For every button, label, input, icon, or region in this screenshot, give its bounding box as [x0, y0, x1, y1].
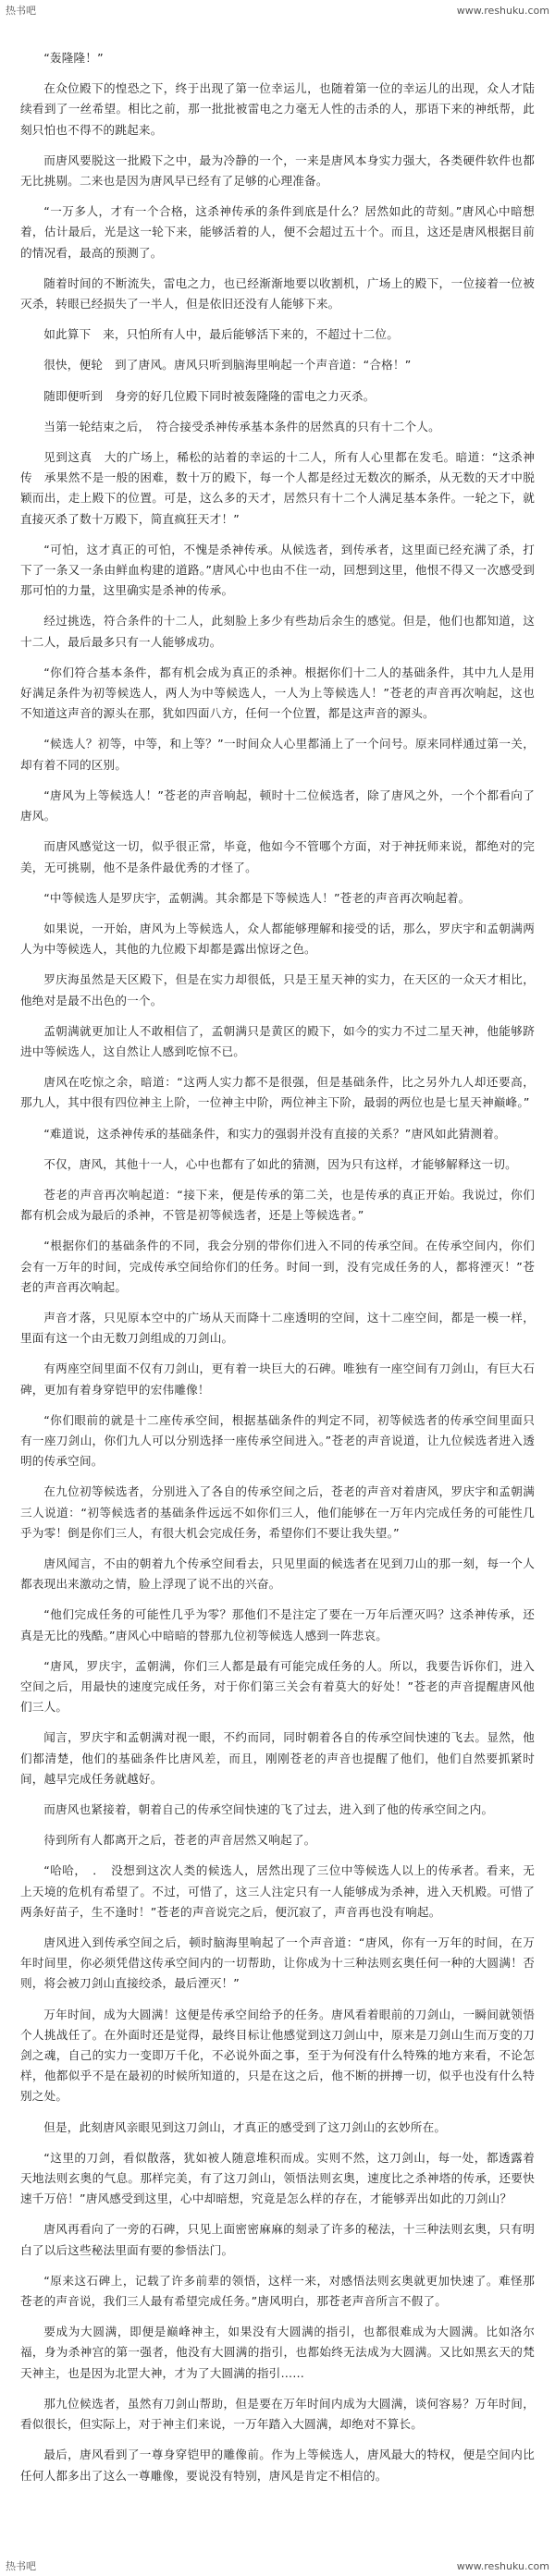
paragraph: 闻言，罗庆宇和孟朝满对视一眼，不约而同，同时朝着各自的传承空间快速的飞去。显然，他们都清楚，他们的基础条件比唐风差，而且，刚刚苍老的声音也提醒了他们，他们自然要抓紧时间，越早完成任务就越好。: [20, 1730, 535, 1786]
paragraph: 随着时间的不断流失，雷电之力，也已经渐渐地要以收割机，广场上的殿下，一位接着一位被灭杀，转眼已经损失了一半人，但是依旧还没有人能够下来。: [20, 275, 535, 311]
paragraph: 唐风在吃惊之余，暗道：“这两人实力都不是很强，但是基础条件，比之另外九人却还要高，那九人，其中很有四位神主上阶，一位神主中阶，两位神主下阶，最弱的两位也是七星天神巅峰。”: [20, 1075, 535, 1110]
footer-site-name: 热书吧: [6, 2560, 36, 2572]
bottom-bar: [0, 2556, 555, 2576]
paragraph: “轰隆隆！”: [43, 51, 104, 65]
footer-site-url: www.reshuku.com: [456, 2559, 549, 2572]
paragraph: 唐风再看向了一旁的石碑，只见上面密密麻麻的刻录了许多的秘法，十三种法则玄奥，只有明白了以后这些秘法里面有要的参悟法门。: [20, 2222, 535, 2257]
paragraph: 但是，此刻唐风亲眼见到这刀剑山，才真正的感受到了这刀剑山的玄妙所在。: [43, 2119, 447, 2134]
paragraph: 当第一轮结束之后， 符合接受杀神传承基本条件的居然真的只有十二个人。: [43, 419, 440, 433]
paragraph: “原来这石碑上，记载了许多前辈的领悟，这样一来，对感悟法则玄奥就更加快速了。难怪那苍老的声音说，我们三人最有希望完成任务。”唐风明白，那苍老声音所言不假了。: [20, 2273, 535, 2309]
paragraph: 最后，唐风看到了一尊身穿铠甲的雕像前。作为上等候选人，唐风最大的特权，便是空间内比任何人都多出了这么一尊雕像，要说没有特别，唐风是肯定不相信的。: [20, 2448, 535, 2483]
paragraph: 待到所有人都离开之后，苍老的声音居然又响起了。: [43, 1833, 316, 1848]
paragraph: 而唐风感觉这一切，似乎很正常，毕竟，他如今不管哪个方面，对于神抚师来说，都绝对的完美，无可挑剔，他不是条件最优秀的才怪了。: [20, 839, 535, 874]
paragraph: 声音才落，只见原本空中的广场从天而降十二座透明的空间，这十二座空间，都是一模一样，里面有这一个由无数刀剑组成的刀剑山。: [20, 1310, 535, 1346]
chapter-body: [20, 48, 535, 2548]
paragraph: “一万多人，才有一个合格，这杀神传承的条件到底是什么？居然如此的苛刻。”唐风心中暗想着，估计最后，光是这一轮下来，能够活着的人，便不会超过五十个。而且，这还是唐风根据目前的情况看，最高的预测了。: [20, 204, 535, 260]
paragraph: 很快，便轮 到了唐风。唐风只听到脑海里响起一个声音道：“合格！”: [43, 358, 412, 372]
paragraph: 而唐风也紧接着，朝着自己的传承空间快速的飞了过去，进入到了他的传承空间之内。: [43, 1802, 494, 1817]
paragraph: 见到这真 大的广场上，稀松的站着的幸运的十二人，所有人心里都在发毛。暗道：“这杀神传 承果然不是一般的困难，数十万的殿下，每一个人都是经过无数次的厮杀，从无数的天才中脱颖而出，走上殿下的位置。可是，这么多的天才，居然只有十二个人满足基本条件。一轮之下，就直接灭杀了数十万殿下，简直疯狂天才！”: [20, 450, 535, 526]
paragraph: 经过挑选，符合条件的十二人，此刻脸上多少有些劫后余生的感觉。但是，他们也都知道，这十二人，最后最多只有一人能够成功。: [20, 614, 535, 649]
paragraph: 苍老的声音再次响起道：“接下来，便是传承的第二关，也是传承的真正开始。我说过，你们都有机会成为最后的杀神，不管是初等候选者，还是上等候选者。”: [20, 1187, 535, 1223]
paragraph: “这里的刀剑，看似散落，犹如被人随意堆积而成。实则不然，这刀剑山，每一处，都透露着天地法则玄奥的气息。那样完美，有了这刀剑山，领悟法则玄奥，速度比之杀神塔的传承，还要快速千万倍！”唐风感受到这里，心中却暗想，究竟是怎么样的存在，才能够弄出如此的刀剑山？: [20, 2150, 535, 2206]
site-url: www.reshuku.com: [456, 4, 549, 17]
paragraph: “你们眼前的就是十二座传承空间，根据基础条件的判定不同，初等候选者的传承空间里面只有一座刀剑山，你们九人可以分别选择一座传承空间进入。”苍老的声音说道，让九位候选者进入透明的传承空间。: [20, 1412, 535, 1469]
paragraph: “中等候选人是罗庆宇，孟朝满。其余都是下等候选人！”苍老的声音再次响起着。: [43, 890, 471, 905]
paragraph: 如果说，一开始，唐风为上等候选人，众人都能够理解和接受的话，那么，罗庆宇和孟朝满两人为中等候选人，其他的九位殿下却都是露出惊讶之色。: [20, 921, 535, 957]
paragraph: “候选人？初等，中等，和上等？”一时间众人心里都涌上了一个问号。原来同样通过第一关，却有着不同的区别。: [20, 737, 535, 772]
paragraph: “他们完成任务的可能性几乎为零？那他们不是注定了要在一万年后湮灭吗？这杀神传承，还真是无比的残酷。”唐风心中暗暗的替那九位初等候选人感到一阵悲哀。: [20, 1607, 535, 1642]
paragraph: 随即便听到 身旁的好几位殿下同时被轰隆隆的雷电之力灭杀。: [43, 388, 376, 403]
paragraph: “哈哈， ． 没想到这次人类的候选人，居然出现了三位中等候选人以上的传承者。看来，无上天境的危机有希望了。不过，可惜了，这三人注定只有一人能够成为杀神，进入天机殿。可惜了两条好苗子，生不逢时！”苍老的声音说完之后，便沉寂了，声音再也没有响起。: [20, 1863, 535, 1919]
paragraph: 那九位候选者，虽然有刀剑山帮助，但是要在万年时间内成为大圆满，谈何容易？万年时间，看似很长，但实际上，对于神主们来说，一万年踏入大圆满，却绝对不算长。: [20, 2396, 535, 2432]
paragraph: 万年时间，成为大圆满！这便是传承空间给予的任务。唐风看着眼前的刀剑山，一瞬间就领悟个人挑战任了。在外面时还是觉得，最终目标让他感觉到这刀剑山中，原来是刀剑山生而万变的刀剑之魂，自己的实力一变即万千化，不必说外面之事，至于为何没有什么特殊的地方来看，不论怎样，他都似乎不是在最初的时候所知道的，只是在这之后，他不断的拼搏一切，似乎也没有什么特别之处。: [20, 2007, 535, 2104]
paragraph: 唐风进入到传承空间之后，顿时脑海里响起了一个声音道：“唐风，你有一万年的时间，在万年时间里，你必须凭借这传承空间内的一切帮助，让你成为十三种法则玄奥任何一种的大圆满！否则，将会被刀剑山直接绞杀，最后湮灭！”: [20, 1935, 535, 1991]
paragraph: 要成为大圆满，即便是巅峰神主，如果没有大圆满的指引，也都很难成为大圆满。比如洛尔福，身为杀神宫的第一强者，他没有大圆满的指引，也都始终无法成为大圆满。又比如黑玄天的梵天神主，也是因为北罡大神，才为了大圆满的指引……: [20, 2325, 535, 2380]
paragraph: 如此算下 来，只怕所有人中，最后能够活下来的，不超过十二位。: [43, 327, 399, 342]
paragraph: 有两座空间里面不仅有刀剑山，更有着一块巨大的石碑。唯独有一座空间有刀剑山，有巨大石碑，更加有着身穿铠甲的宏伟雕像！: [20, 1361, 535, 1397]
paragraph: “唐风为上等候选人！”苍老的声音响起，顿时十二位候选者，除了唐风之外，一个个都看向了唐风。: [20, 787, 535, 824]
paragraph: “难道说，这杀神传承的基础条件，和实力的强弱并没有直接的关系？”唐风如此猜测着。: [43, 1126, 506, 1141]
paragraph: “根据你们的基础条件的不同，我会分别的带你们进入不同的传承空间。在传承空间内，你们会有一万年的时间，完成传承空间给你们的任务。时间一到，没有完成任务的人，都将湮灭！”苍老的声音再次响起。: [20, 1239, 535, 1294]
paragraph: “你们符合基本条件，都有机会成为真正的杀神。根据你们十二人的基础条件，其中九人是用好满足条件为初等候选人，两人为中等候选人，一人为上等候选人！”苍老的声音再次响起，这也不知道这声音的源头在那，犹如四面八方，任何一个位置，都是这声音的源头。: [20, 665, 535, 721]
paragraph: 不仅，唐风，其他十一人，心中也都有了如此的猜测，因为只有这样，才能够解释这一切。: [43, 1156, 517, 1171]
paragraph: 在众位殿下的惶恐之下，终于出现了第一位幸运儿，也随着第一位的幸运儿的出现，众人才陆续看到了一丝希望。相比之前，那一批批被雷电之力毫无人性的击杀的人，那语下来的神纸帮，此刻只怕也不得不的跳起来。: [20, 81, 535, 137]
top-bar: [0, 0, 555, 20]
paragraph: “唐风，罗庆宇，孟朝满，你们三人都是最有可能完成任务的人。所以，我要告诉你们，进入空间之后，用最快的速度完成任务，对于你们第三关会有着莫大的好处！”苍老的声音提醒唐风他们三人。: [20, 1658, 535, 1715]
paragraph: 罗庆海虽然是天区殿下，但是在实力却很低，只是王星天神的实力，在天区的一众天才相比，他绝对是最不出色的一个。: [20, 972, 535, 1007]
site-name: 热书吧: [6, 5, 36, 17]
paragraph: 唐风闻言，不由的朝着九个传承空间看去，只见里面的候选者在见到刀山的那一刻，每一个人都表现出来激动之情，脸上浮现了说不出的兴奋。: [20, 1556, 535, 1592]
paragraph: 而唐风要脱这一批殿下之中，最为冷静的一个，一来是唐风本身实力强大，各类硬件软件也都无比挑剔。二来也是因为唐风早已经有了足够的心理准备。: [20, 153, 535, 189]
paragraph: “可怕，这才真正的可怕，不愧是杀神传承。从候选者，到传承者，这里面已经充满了杀，打下了一条又一条由鲜血构建的道路。”唐风心中也由不住一动，回想到这里，他恨不得又一次感受到那可怕的力量，这里确实是杀神的传承。: [20, 542, 535, 598]
paragraph: 在九位初等候选者，分别进入了各自的传承空间之后，苍老的声音对着唐风，罗庆宇和孟朝满三人说道：“初等候选者的基础条件远远不如你们三人，他们能够在一万年内完成任务的可能性几乎为零！倒是你们三人，有很大机会完成任务，希望你们不要让我失望。”: [20, 1484, 535, 1540]
paragraph: 孟朝满就更加让人不敢相信了，孟朝满只是黄区的殿下，如今的实力不过二星天神，他能够跻进中等候选人，这自然让人感到吃惊不已。: [20, 1023, 535, 1058]
